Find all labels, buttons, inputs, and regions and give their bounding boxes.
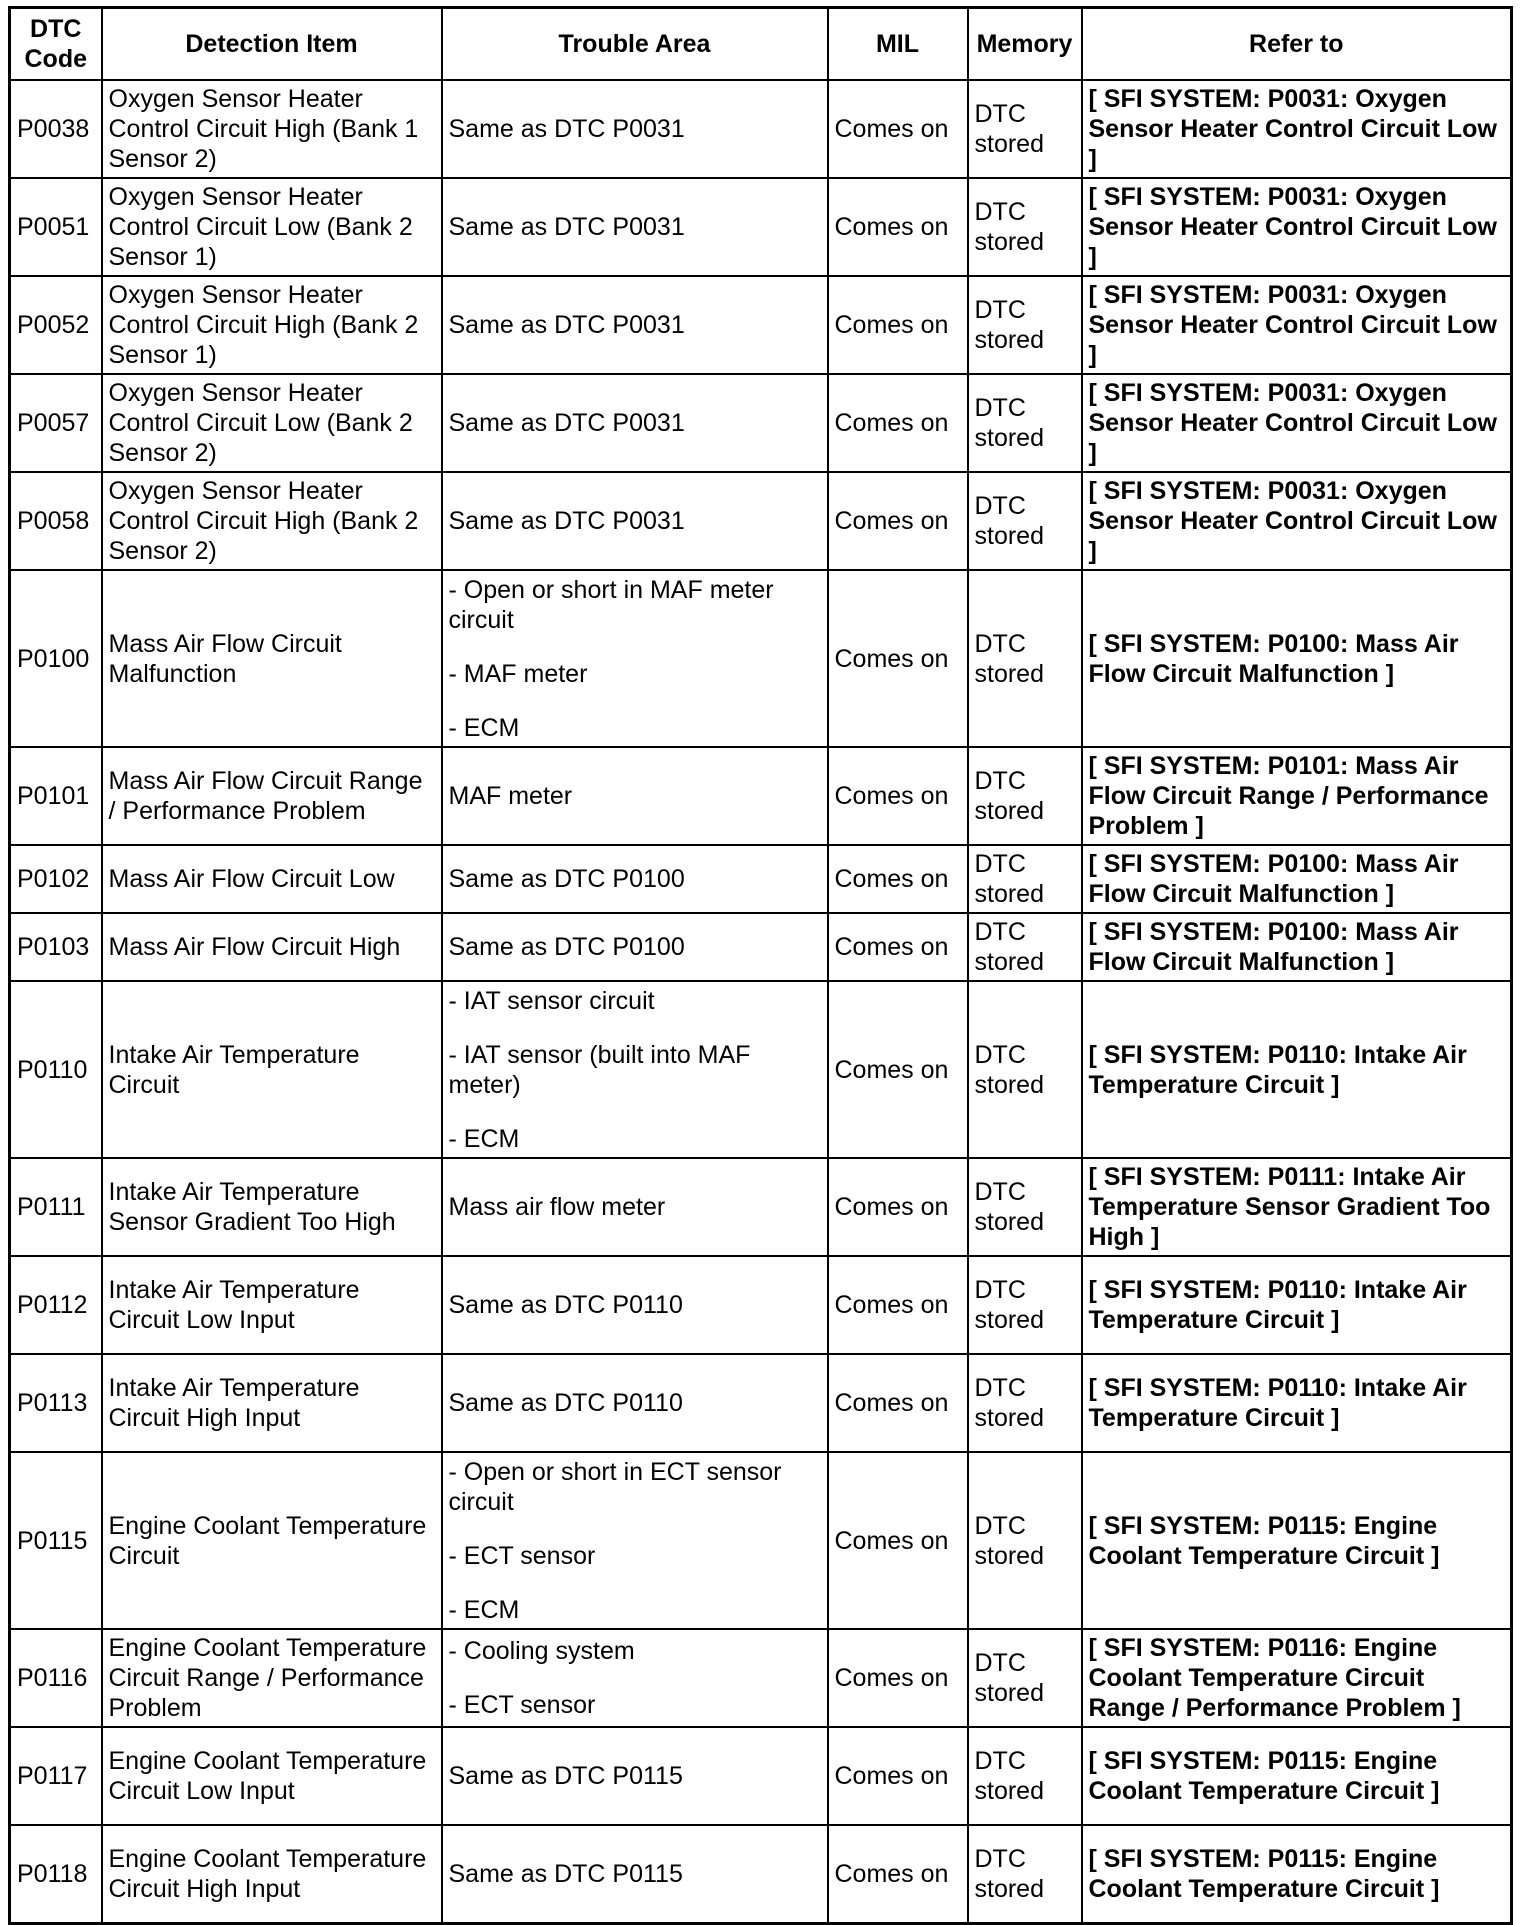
trouble-area-item: Same as DTC P0110 [448, 1389, 683, 1417]
trouble-area-cell [442, 1629, 828, 1727]
table-row [10, 1158, 1512, 1256]
memory-cell: DTC stored [968, 747, 1082, 845]
detection-item-cell: Oxygen Sensor Heater Control Circuit Low (Bank 2 Sensor 1) [102, 178, 442, 276]
trouble-area-cell [442, 845, 828, 913]
trouble-area-item: - ECT sensor [448, 1541, 596, 1570]
table-row [10, 913, 1512, 981]
trouble-area-cell [442, 570, 828, 747]
memory-cell: DTC stored [968, 913, 1082, 981]
refer-to-link: [ SFI SYSTEM: P0115: Engine Coolant Temperature Circuit ] [1082, 1452, 1512, 1629]
trouble-area-cell [442, 747, 828, 845]
refer-to-link: [ SFI SYSTEM: P0031: Oxygen Sensor Heater Control Circuit Low ] [1082, 472, 1512, 570]
mil-cell: Comes on [828, 1158, 968, 1256]
trouble-area-item: Same as DTC P0100 [448, 933, 685, 961]
dtc-code-cell: P0052 [10, 276, 102, 374]
mil-cell: Comes on [828, 1452, 968, 1629]
trouble-area-item: MAF meter [448, 782, 573, 810]
detection-item-cell: Mass Air Flow Circuit Low [102, 845, 442, 913]
memory-cell: DTC stored [968, 178, 1082, 276]
mil-cell: Comes on [828, 1256, 968, 1354]
header-detection-item: Detection Item [102, 8, 442, 81]
refer-to-link: [ SFI SYSTEM: P0101: Mass Air Flow Circuit Range / Performance Problem ] [1082, 747, 1512, 845]
trouble-area-item: Mass air flow meter [448, 1193, 666, 1221]
trouble-area-item: - ECT sensor [448, 1691, 596, 1719]
detection-item-cell: Intake Air Temperature Circuit [102, 981, 442, 1158]
refer-to-link: [ SFI SYSTEM: P0100: Mass Air Flow Circuit Malfunction ] [1082, 570, 1512, 747]
trouble-area-item: - ECM [448, 713, 520, 742]
dtc-code-cell: P0100 [10, 570, 102, 747]
trouble-area-item: - IAT sensor circuit [448, 986, 655, 1015]
trouble-area-item: Same as DTC P0031 [448, 409, 685, 437]
mil-cell: Comes on [828, 570, 968, 747]
mil-cell: Comes on [828, 1629, 968, 1727]
mil-cell: Comes on [828, 981, 968, 1158]
memory-cell: DTC stored [968, 472, 1082, 570]
mil-cell: Comes on [828, 845, 968, 913]
table-row [10, 1256, 1512, 1354]
trouble-area-cell [442, 276, 828, 374]
dtc-table-body [10, 80, 1512, 1923]
refer-to-link: [ SFI SYSTEM: P0111: Intake Air Temperature Sensor Gradient Too High ] [1082, 1158, 1512, 1256]
trouble-area-cell [442, 1825, 828, 1923]
table-row [10, 981, 1512, 1158]
trouble-area-item: Same as DTC P0031 [448, 311, 685, 339]
dtc-code-cell: P0117 [10, 1727, 102, 1825]
detection-item-cell: Intake Air Temperature Circuit High Input [102, 1354, 442, 1452]
header-memory: Memory [968, 8, 1082, 81]
dtc-code-cell: P0110 [10, 981, 102, 1158]
mil-cell: Comes on [828, 1354, 968, 1452]
memory-cell: DTC stored [968, 1629, 1082, 1727]
detection-item-cell: Oxygen Sensor Heater Control Circuit High (Bank 1 Sensor 2) [102, 80, 442, 178]
memory-cell: DTC stored [968, 570, 1082, 747]
mil-cell: Comes on [828, 1727, 968, 1825]
trouble-area-cell [442, 913, 828, 981]
table-row [10, 178, 1512, 276]
trouble-area-item: Same as DTC P0031 [448, 213, 685, 241]
trouble-area-cell [442, 981, 828, 1158]
memory-cell: DTC stored [968, 1354, 1082, 1452]
table-row [10, 1727, 1512, 1825]
memory-cell: DTC stored [968, 276, 1082, 374]
trouble-area-item: Same as DTC P0031 [448, 115, 685, 143]
dtc-code-cell: P0057 [10, 374, 102, 472]
dtc-code-cell: P0102 [10, 845, 102, 913]
trouble-area-item: Same as DTC P0031 [448, 507, 685, 535]
dtc-code-cell: P0111 [10, 1158, 102, 1256]
memory-cell: DTC stored [968, 80, 1082, 178]
dtc-code-cell: P0118 [10, 1825, 102, 1923]
trouble-area-item: Same as DTC P0100 [448, 865, 685, 893]
trouble-area-cell [442, 1452, 828, 1629]
refer-to-link: [ SFI SYSTEM: P0110: Intake Air Temperature Circuit ] [1082, 981, 1512, 1158]
detection-item-cell: Intake Air Temperature Circuit Low Input [102, 1256, 442, 1354]
mil-cell: Comes on [828, 1825, 968, 1923]
detection-item-cell: Engine Coolant Temperature Circuit Low Input [102, 1727, 442, 1825]
memory-cell: DTC stored [968, 981, 1082, 1158]
refer-to-link: [ SFI SYSTEM: P0116: Engine Coolant Temperature Circuit Range / Performance Problem ] [1082, 1629, 1512, 1727]
detection-item-cell: Engine Coolant Temperature Circuit [102, 1452, 442, 1629]
trouble-area-item: - Cooling system [448, 1637, 635, 1665]
trouble-area-cell [442, 80, 828, 178]
mil-cell: Comes on [828, 472, 968, 570]
detection-item-cell: Oxygen Sensor Heater Control Circuit High (Bank 2 Sensor 2) [102, 472, 442, 570]
table-row [10, 1629, 1512, 1727]
detection-item-cell: Mass Air Flow Circuit Malfunction [102, 570, 442, 747]
header-row [10, 8, 1512, 81]
trouble-area-cell [442, 178, 828, 276]
refer-to-link: [ SFI SYSTEM: P0031: Oxygen Sensor Heater Control Circuit Low ] [1082, 276, 1512, 374]
trouble-area-item: Same as DTC P0110 [448, 1291, 683, 1319]
trouble-area-item: - Open or short in MAF meter circuit [448, 575, 774, 634]
trouble-area-item: - ECM [448, 1595, 520, 1624]
memory-cell: DTC stored [968, 1727, 1082, 1825]
mil-cell: Comes on [828, 913, 968, 981]
detection-item-cell: Intake Air Temperature Sensor Gradient Too High [102, 1158, 442, 1256]
trouble-area-item: Same as DTC P0115 [448, 1859, 683, 1888]
memory-cell: DTC stored [968, 1825, 1082, 1923]
table-row [10, 472, 1512, 570]
mil-cell: Comes on [828, 374, 968, 472]
dtc-code-cell: P0113 [10, 1354, 102, 1452]
table-row [10, 80, 1512, 178]
detection-item-cell: Oxygen Sensor Heater Control Circuit High (Bank 2 Sensor 1) [102, 276, 442, 374]
mil-cell: Comes on [828, 747, 968, 845]
dtc-code-cell: P0051 [10, 178, 102, 276]
table-row [10, 747, 1512, 845]
refer-to-link: [ SFI SYSTEM: P0110: Intake Air Temperature Circuit ] [1082, 1256, 1512, 1354]
mil-cell: Comes on [828, 276, 968, 374]
detection-item-cell: Mass Air Flow Circuit High [102, 913, 442, 981]
trouble-area-item: - Open or short in ECT sensor circuit [448, 1457, 782, 1516]
table-row [10, 845, 1512, 913]
trouble-area-item: - ECM [448, 1124, 520, 1153]
dtc-code-cell: P0115 [10, 1452, 102, 1629]
table-row [10, 570, 1512, 747]
header-dtc-code: DTC Code [10, 8, 102, 81]
header-mil: MIL [828, 8, 968, 81]
memory-cell: DTC stored [968, 374, 1082, 472]
table-row [10, 374, 1512, 472]
memory-cell: DTC stored [968, 1256, 1082, 1354]
detection-item-cell: Mass Air Flow Circuit Range / Performance Problem [102, 747, 442, 845]
memory-cell: DTC stored [968, 845, 1082, 913]
dtc-code-cell: P0101 [10, 747, 102, 845]
trouble-area-cell [442, 1256, 828, 1354]
trouble-area-cell [442, 1354, 828, 1452]
dtc-code-cell: P0058 [10, 472, 102, 570]
trouble-area-item: Same as DTC P0115 [448, 1762, 683, 1790]
dtc-code-cell: P0116 [10, 1629, 102, 1727]
dtc-code-cell: P0112 [10, 1256, 102, 1354]
dtc-code-cell: P0038 [10, 80, 102, 178]
detection-item-cell: Oxygen Sensor Heater Control Circuit Low (Bank 2 Sensor 2) [102, 374, 442, 472]
header-refer-to: Refer to [1082, 8, 1512, 81]
trouble-area-cell [442, 374, 828, 472]
trouble-area-item: - IAT sensor (built into MAF meter) [448, 1040, 751, 1099]
mil-cell: Comes on [828, 178, 968, 276]
table-row [10, 1452, 1512, 1629]
refer-to-link: [ SFI SYSTEM: P0115: Engine Coolant Temperature Circuit ] [1082, 1825, 1512, 1923]
dtc-table [8, 6, 1513, 1925]
table-row [10, 1354, 1512, 1452]
trouble-area-item: - MAF meter [448, 659, 588, 688]
refer-to-link: [ SFI SYSTEM: P0115: Engine Coolant Temperature Circuit ] [1082, 1727, 1512, 1825]
trouble-area-cell [442, 1158, 828, 1256]
memory-cell: DTC stored [968, 1452, 1082, 1629]
dtc-code-cell: P0103 [10, 913, 102, 981]
refer-to-link: [ SFI SYSTEM: P0031: Oxygen Sensor Heater Control Circuit Low ] [1082, 178, 1512, 276]
refer-to-link: [ SFI SYSTEM: P0100: Mass Air Flow Circuit Malfunction ] [1082, 845, 1512, 913]
header-trouble-area: Trouble Area [442, 8, 828, 81]
refer-to-link: [ SFI SYSTEM: P0031: Oxygen Sensor Heater Control Circuit Low ] [1082, 80, 1512, 178]
dtc-table-container [8, 6, 1510, 1925]
memory-cell: DTC stored [968, 1158, 1082, 1256]
detection-item-cell: Engine Coolant Temperature Circuit High Input [102, 1825, 442, 1923]
table-row [10, 1825, 1512, 1923]
trouble-area-cell [442, 472, 828, 570]
refer-to-link: [ SFI SYSTEM: P0100: Mass Air Flow Circuit Malfunction ] [1082, 913, 1512, 981]
trouble-area-cell [442, 1727, 828, 1825]
refer-to-link: [ SFI SYSTEM: P0031: Oxygen Sensor Heater Control Circuit Low ] [1082, 374, 1512, 472]
table-row [10, 276, 1512, 374]
refer-to-link: [ SFI SYSTEM: P0110: Intake Air Temperature Circuit ] [1082, 1354, 1512, 1452]
mil-cell: Comes on [828, 80, 968, 178]
detection-item-cell: Engine Coolant Temperature Circuit Range / Performance Problem [102, 1629, 442, 1727]
